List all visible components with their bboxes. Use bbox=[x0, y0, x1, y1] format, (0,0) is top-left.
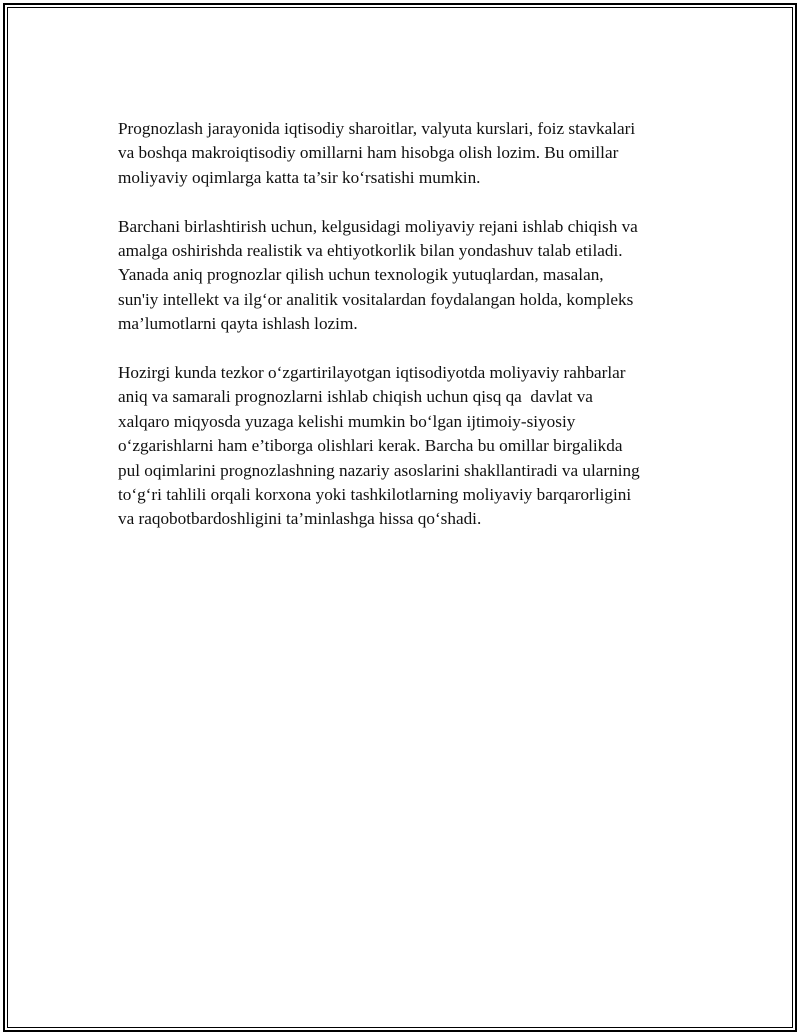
paragraph-line: xalqaro miqyosda yuzaga kelishi mumkin bo‘lgan ijtimoiy-siyosiy bbox=[118, 411, 576, 431]
paragraph-line: va raqobotbardoshligini ta’minlashga hissa qo‘shadi. bbox=[118, 509, 482, 529]
paragraph-line: Yanada aniq prognozlar qilish uchun texnologik yutuqlardan, masalan, bbox=[118, 265, 604, 285]
paragraph-3 bbox=[118, 361, 688, 532]
paragraph-line: sun'iy intellekt va ilg‘or analitik vositalardan foydalangan holda, kompleks bbox=[118, 289, 634, 309]
paragraph-line: Barchani birlashtirish uchun, kelgusidagi moliyaviy rejani ishlab chiqish va bbox=[118, 216, 638, 236]
document-body bbox=[118, 117, 688, 556]
paragraph-2 bbox=[118, 215, 688, 337]
paragraph-line: pul oqimlarini prognozlashning nazariy asoslarini shakllantiradi va ularning bbox=[118, 460, 640, 480]
paragraph-1 bbox=[118, 117, 688, 190]
paragraph-line: Prognozlash jarayonida iqtisodiy sharoitlar, valyuta kurslari, foiz stavkalari bbox=[118, 119, 636, 138]
paragraph-line: va boshqa makroiqtisodiy omillarni ham hisobga olish lozim. Bu omillar bbox=[118, 143, 619, 163]
paragraph-line: Hozirgi kunda tezkor o‘zgartirilayotgan iqtisodiyotda moliyaviy rahbarlar bbox=[118, 363, 626, 383]
paragraph-line: aniq va samarali prognozlarni ishlab chiqish uchun qisq qa davlat va bbox=[118, 387, 593, 407]
paragraph-line: ma’lumotlarni qayta ishlash lozim. bbox=[118, 314, 358, 334]
paragraph-line: amalga oshirishda realistik va ehtiyotkorlik bilan yondashuv talab etiladi. bbox=[118, 241, 623, 261]
paragraph-line: o‘zgarishlarni ham e’tiborga olishlari kerak. Barcha bu omillar birgalikda bbox=[118, 436, 623, 456]
paragraph-line: moliyaviy oqimlarga katta ta’sir ko‘rsatishi mumkin. bbox=[118, 167, 481, 187]
paragraph-line: to‘g‘ri tahlili orqali korxona yoki tashkilotlarning moliyaviy barqarorligini bbox=[118, 485, 632, 505]
